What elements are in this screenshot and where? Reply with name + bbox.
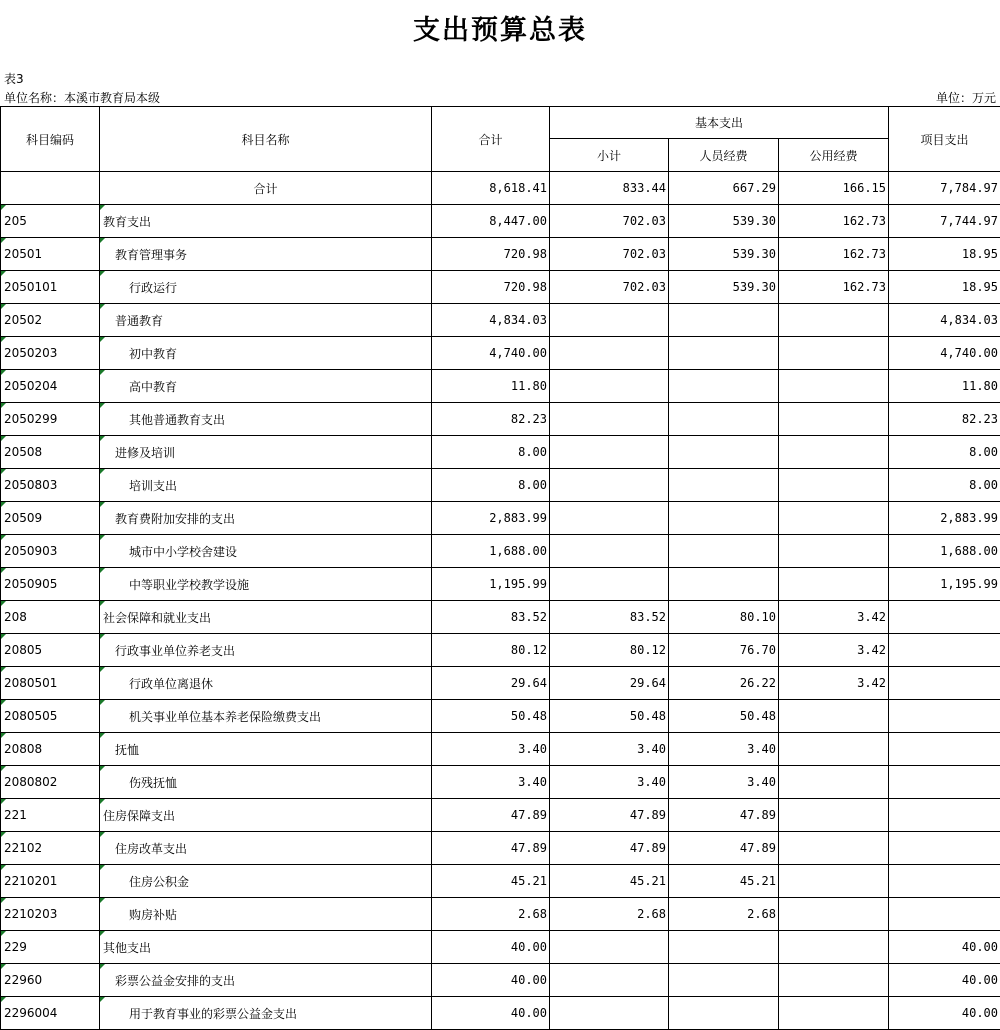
table-row [1, 865, 1000, 898]
table-row [1, 370, 1000, 403]
row-name: 住房公积金 [100, 865, 432, 898]
row-public [779, 535, 889, 568]
row-total: 2,883.99 [432, 502, 550, 535]
row-code: 2210201 [1, 865, 100, 898]
row-project: 40.00 [889, 964, 1000, 997]
table-row [1, 601, 1000, 634]
table-row [1, 271, 1000, 304]
table-row [1, 568, 1000, 601]
row-personnel [669, 469, 779, 502]
table-row [1, 799, 1000, 832]
row-project: 2,883.99 [889, 502, 1000, 535]
row-personnel: 45.21 [669, 865, 779, 898]
row-public: 166.15 [779, 172, 889, 205]
row-personnel: 47.89 [669, 799, 779, 832]
row-public [779, 469, 889, 502]
row-subtotal: 702.03 [550, 205, 669, 238]
row-project: 7,744.97 [889, 205, 1000, 238]
row-code: 20502 [1, 304, 100, 337]
row-total: 82.23 [432, 403, 550, 436]
row-subtotal [550, 337, 669, 370]
row-personnel [669, 370, 779, 403]
row-subtotal: 3.40 [550, 766, 669, 799]
row-total: 1,195.99 [432, 568, 550, 601]
row-project: 18.95 [889, 238, 1000, 271]
row-subtotal [550, 535, 669, 568]
row-public [779, 403, 889, 436]
row-public: 3.42 [779, 634, 889, 667]
row-total: 8.00 [432, 469, 550, 502]
row-public [779, 700, 889, 733]
table-row [1, 667, 1000, 700]
row-public: 3.42 [779, 601, 889, 634]
row-code: 20805 [1, 634, 100, 667]
row-code: 2080505 [1, 700, 100, 733]
row-code: 2050905 [1, 568, 100, 601]
row-public: 162.73 [779, 271, 889, 304]
row-personnel: 26.22 [669, 667, 779, 700]
row-name: 社会保障和就业支出 [100, 601, 432, 634]
table-row [1, 931, 1000, 964]
row-total: 8,447.00 [432, 205, 550, 238]
row-subtotal: 29.64 [550, 667, 669, 700]
row-name: 城市中小学校舍建设 [100, 535, 432, 568]
row-subtotal [550, 370, 669, 403]
row-code: 22102 [1, 832, 100, 865]
row-personnel [669, 964, 779, 997]
row-public [779, 865, 889, 898]
row-name: 住房保障支出 [100, 799, 432, 832]
table-row [1, 997, 1000, 1030]
row-subtotal [550, 997, 669, 1030]
row-subtotal: 83.52 [550, 601, 669, 634]
row-project [889, 865, 1000, 898]
page-title: 支出预算总表 [0, 8, 1000, 47]
row-subtotal: 47.89 [550, 832, 669, 865]
row-code: 208 [1, 601, 100, 634]
row-code: 221 [1, 799, 100, 832]
table-row [1, 634, 1000, 667]
table-row [1, 205, 1000, 238]
row-name: 行政事业单位养老支出 [100, 634, 432, 667]
row-public [779, 568, 889, 601]
row-code: 2050803 [1, 469, 100, 502]
row-name: 用于教育事业的彩票公益金支出 [100, 997, 432, 1030]
row-code: 229 [1, 931, 100, 964]
row-subtotal [550, 931, 669, 964]
row-subtotal [550, 502, 669, 535]
header-personnel: 人员经费 [669, 139, 779, 172]
row-project: 8.00 [889, 469, 1000, 502]
row-public [779, 337, 889, 370]
budget-table [0, 106, 1000, 1030]
table-row [1, 304, 1000, 337]
row-total: 4,740.00 [432, 337, 550, 370]
row-code: 2080802 [1, 766, 100, 799]
row-name: 普通教育 [100, 304, 432, 337]
row-name: 培训支出 [100, 469, 432, 502]
row-code: 20509 [1, 502, 100, 535]
table-body [1, 172, 1000, 1030]
row-project [889, 634, 1000, 667]
row-subtotal: 80.12 [550, 634, 669, 667]
row-project [889, 700, 1000, 733]
header-code: 科目编码 [1, 107, 100, 172]
row-project: 4,740.00 [889, 337, 1000, 370]
row-total: 720.98 [432, 271, 550, 304]
row-name: 行政单位离退休 [100, 667, 432, 700]
unit-name: 单位名称：本溪市教育局本级 [4, 89, 160, 106]
row-personnel: 3.40 [669, 766, 779, 799]
row-subtotal [550, 403, 669, 436]
row-code: 22960 [1, 964, 100, 997]
row-name: 伤残抚恤 [100, 766, 432, 799]
header-total: 合计 [432, 107, 550, 172]
row-total: 40.00 [432, 997, 550, 1030]
row-total: 3.40 [432, 733, 550, 766]
row-subtotal: 3.40 [550, 733, 669, 766]
row-code: 20501 [1, 238, 100, 271]
row-total: 80.12 [432, 634, 550, 667]
row-public [779, 502, 889, 535]
row-name: 彩票公益金安排的支出 [100, 964, 432, 997]
table-row [1, 964, 1000, 997]
row-total: 29.64 [432, 667, 550, 700]
row-public [779, 997, 889, 1030]
row-project: 82.23 [889, 403, 1000, 436]
table-row [1, 700, 1000, 733]
row-personnel [669, 436, 779, 469]
row-subtotal [550, 469, 669, 502]
row-total: 4,834.03 [432, 304, 550, 337]
table-header [1, 107, 1000, 172]
row-code: 2050204 [1, 370, 100, 403]
row-subtotal [550, 304, 669, 337]
row-project: 40.00 [889, 997, 1000, 1030]
row-name: 合计 [100, 172, 432, 205]
row-project: 7,784.97 [889, 172, 1000, 205]
row-total: 11.80 [432, 370, 550, 403]
row-public: 162.73 [779, 238, 889, 271]
row-project [889, 667, 1000, 700]
header-project: 项目支出 [889, 107, 1000, 172]
row-project [889, 832, 1000, 865]
row-subtotal: 45.21 [550, 865, 669, 898]
row-personnel: 539.30 [669, 238, 779, 271]
row-personnel: 539.30 [669, 271, 779, 304]
table-row [1, 766, 1000, 799]
row-personnel: 50.48 [669, 700, 779, 733]
header-public: 公用经费 [779, 139, 889, 172]
row-code: 20508 [1, 436, 100, 469]
row-project: 40.00 [889, 931, 1000, 964]
row-total: 3.40 [432, 766, 550, 799]
row-personnel [669, 502, 779, 535]
row-subtotal [550, 568, 669, 601]
row-name: 教育费附加安排的支出 [100, 502, 432, 535]
table-row [1, 403, 1000, 436]
unit-label: 单位：万元 [936, 89, 996, 106]
row-personnel [669, 304, 779, 337]
row-personnel [669, 337, 779, 370]
row-project [889, 898, 1000, 931]
row-code: 2050903 [1, 535, 100, 568]
row-name: 机关事业单位基本养老保险缴费支出 [100, 700, 432, 733]
row-public [779, 766, 889, 799]
row-public: 3.42 [779, 667, 889, 700]
row-total: 1,688.00 [432, 535, 550, 568]
row-subtotal [550, 964, 669, 997]
row-code: 20808 [1, 733, 100, 766]
row-code: 2050299 [1, 403, 100, 436]
row-code: 2296004 [1, 997, 100, 1030]
row-name: 行政运行 [100, 271, 432, 304]
row-code [1, 172, 100, 205]
row-personnel: 667.29 [669, 172, 779, 205]
row-total: 50.48 [432, 700, 550, 733]
row-project [889, 601, 1000, 634]
row-name: 抚恤 [100, 733, 432, 766]
row-project: 4,834.03 [889, 304, 1000, 337]
row-code: 2080501 [1, 667, 100, 700]
row-project: 18.95 [889, 271, 1000, 304]
row-public [779, 436, 889, 469]
row-code: 205 [1, 205, 100, 238]
row-public [779, 799, 889, 832]
row-name: 住房改革支出 [100, 832, 432, 865]
row-public [779, 964, 889, 997]
row-total: 8,618.41 [432, 172, 550, 205]
header-subtotal: 小计 [550, 139, 669, 172]
header-basic: 基本支出 [550, 107, 889, 139]
row-public [779, 931, 889, 964]
row-name: 教育支出 [100, 205, 432, 238]
row-project: 8.00 [889, 436, 1000, 469]
row-total: 2.68 [432, 898, 550, 931]
row-project [889, 733, 1000, 766]
table-row [1, 733, 1000, 766]
row-name: 进修及培训 [100, 436, 432, 469]
row-name: 教育管理事务 [100, 238, 432, 271]
row-public [779, 832, 889, 865]
table-row [1, 337, 1000, 370]
table-row [1, 238, 1000, 271]
row-personnel: 80.10 [669, 601, 779, 634]
row-personnel [669, 931, 779, 964]
row-total: 47.89 [432, 832, 550, 865]
row-public [779, 898, 889, 931]
row-personnel [669, 535, 779, 568]
row-personnel [669, 403, 779, 436]
row-personnel: 47.89 [669, 832, 779, 865]
row-personnel [669, 568, 779, 601]
row-project: 11.80 [889, 370, 1000, 403]
table-row [1, 172, 1000, 205]
row-personnel: 76.70 [669, 634, 779, 667]
row-code: 2210203 [1, 898, 100, 931]
row-subtotal: 702.03 [550, 238, 669, 271]
row-subtotal: 833.44 [550, 172, 669, 205]
table-row [1, 898, 1000, 931]
row-name: 高中教育 [100, 370, 432, 403]
row-name: 购房补贴 [100, 898, 432, 931]
row-total: 720.98 [432, 238, 550, 271]
row-personnel: 539.30 [669, 205, 779, 238]
row-total: 47.89 [432, 799, 550, 832]
row-personnel: 2.68 [669, 898, 779, 931]
row-personnel [669, 997, 779, 1030]
row-code: 2050101 [1, 271, 100, 304]
row-name: 其他支出 [100, 931, 432, 964]
row-code: 2050203 [1, 337, 100, 370]
row-project [889, 799, 1000, 832]
table-row [1, 832, 1000, 865]
row-total: 83.52 [432, 601, 550, 634]
row-name: 中等职业学校教学设施 [100, 568, 432, 601]
table-row [1, 436, 1000, 469]
row-total: 45.21 [432, 865, 550, 898]
row-name: 初中教育 [100, 337, 432, 370]
row-public [779, 304, 889, 337]
row-public: 162.73 [779, 205, 889, 238]
row-project: 1,688.00 [889, 535, 1000, 568]
table-row [1, 469, 1000, 502]
row-public [779, 370, 889, 403]
row-subtotal: 2.68 [550, 898, 669, 931]
table-row [1, 502, 1000, 535]
row-personnel: 3.40 [669, 733, 779, 766]
row-total: 40.00 [432, 931, 550, 964]
row-total: 8.00 [432, 436, 550, 469]
row-subtotal [550, 436, 669, 469]
row-subtotal: 47.89 [550, 799, 669, 832]
row-subtotal: 50.48 [550, 700, 669, 733]
row-name: 其他普通教育支出 [100, 403, 432, 436]
header-name: 科目名称 [100, 107, 432, 172]
row-public [779, 733, 889, 766]
table-row [1, 535, 1000, 568]
row-subtotal: 702.03 [550, 271, 669, 304]
table-number: 表3 [4, 70, 24, 87]
row-project [889, 766, 1000, 799]
row-project: 1,195.99 [889, 568, 1000, 601]
row-total: 40.00 [432, 964, 550, 997]
